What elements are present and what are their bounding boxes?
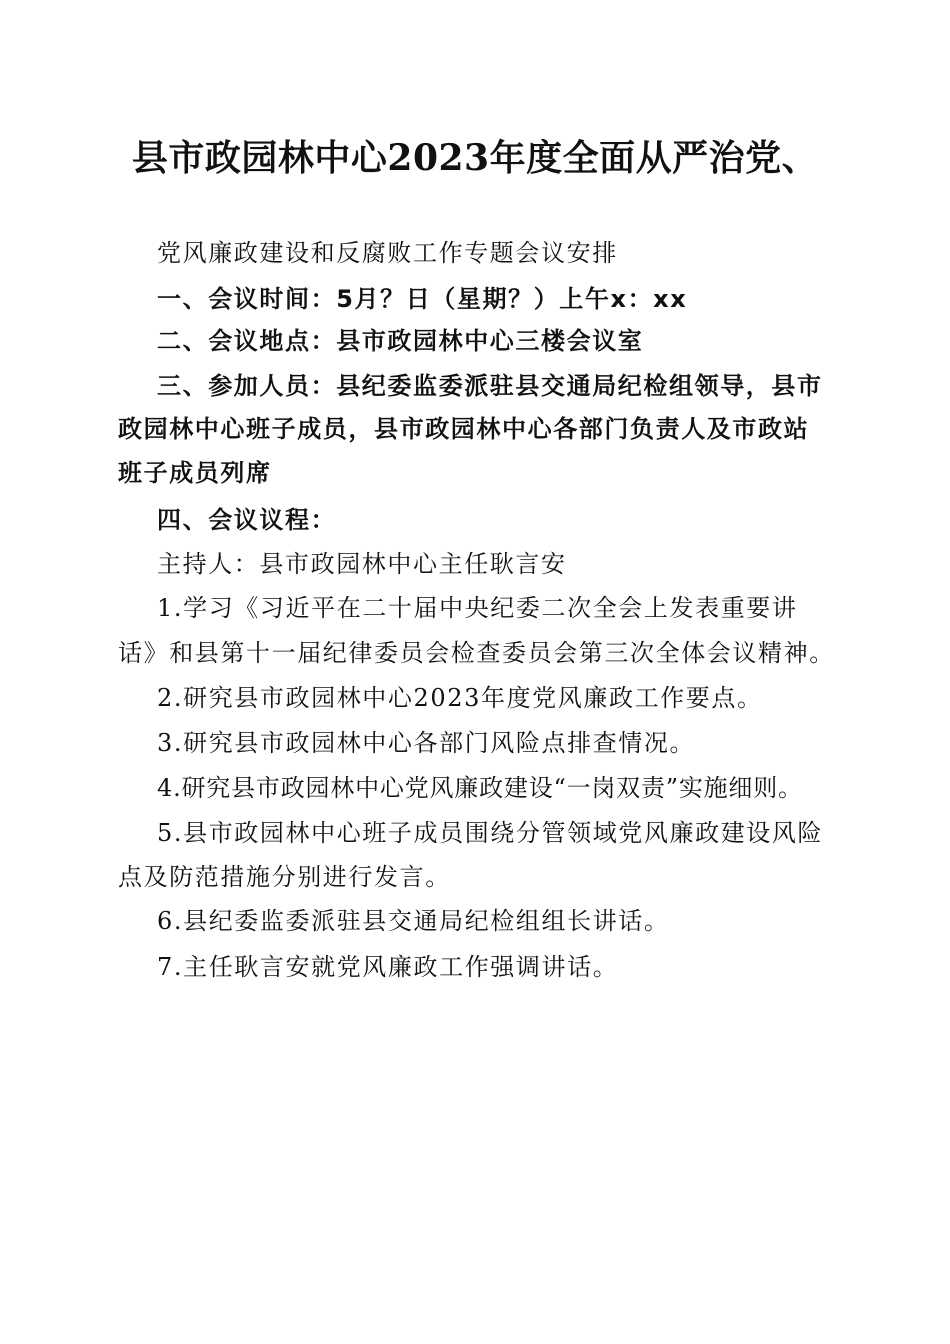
meeting-time: 一、会议时间：5月？日（星期？）上午x：xx xyxy=(157,285,688,313)
meeting-host: 主持人：县市政园林中心主任耿言安 xyxy=(157,550,567,578)
document-subtitle: 党风廉政建设和反腐败工作专题会议安排 xyxy=(157,239,618,267)
document-title: 县市政园林中心2023年度全面从严治党、 xyxy=(131,137,819,179)
agenda-item-3: 3.研究县市政园林中心各部门风险点排查情况。 xyxy=(157,729,696,757)
attendees-line-1: 三、参加人员：县纪委监委派驻县交通局纪检组领导，县市 xyxy=(157,372,823,400)
agenda-item-5-line-1: 5.县市政园林中心班子成员围绕分管领域党风廉政建设风险 xyxy=(157,819,824,847)
agenda-item-6: 6.县纪委监委派驻县交通局纪检组组长讲话。 xyxy=(157,907,670,935)
agenda-item-1-line-1: 1.学习《习近平在二十届中央纪委二次全会上发表重要讲 xyxy=(157,594,798,622)
meeting-place: 二、会议地点：县市政园林中心三楼会议室 xyxy=(157,327,644,355)
agenda-item-2: 2.研究县市政园林中心2023年度党风廉政工作要点。 xyxy=(157,684,763,712)
agenda-item-4: 4.研究县市政园林中心党风廉政建设“一岗双责”实施细则。 xyxy=(157,774,803,802)
agenda-heading: 四、会议议程： xyxy=(157,506,337,534)
agenda-item-1-line-2: 话》和县第十一届纪律委员会检查委员会第三次全体会议精神。 xyxy=(118,639,835,667)
agenda-item-5-line-2: 点及防范措施分别进行发言。 xyxy=(118,863,451,891)
agenda-item-7: 7.主任耿言安就党风廉政工作强调讲话。 xyxy=(157,953,619,981)
attendees-line-2: 政园林中心班子成员，县市政园林中心各部门负责人及市政站 xyxy=(118,415,810,443)
attendees-line-3: 班子成员列席 xyxy=(118,459,272,487)
